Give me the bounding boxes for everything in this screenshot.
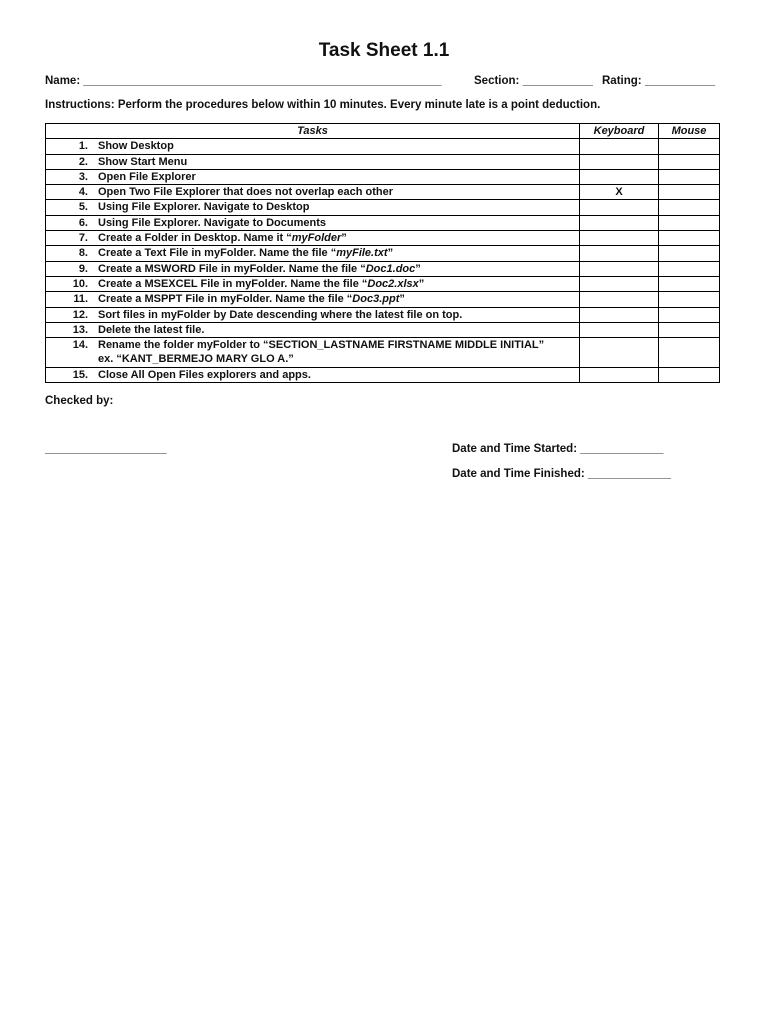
task-text-part: Sort files in myFolder by Date descending where the latest file on top. bbox=[98, 308, 463, 321]
mouse-cell[interactable] bbox=[659, 261, 720, 276]
task-text-part: Create a Folder in Desktop. Name it “ bbox=[98, 232, 292, 245]
task-cell bbox=[46, 276, 580, 291]
task-text bbox=[98, 200, 310, 214]
table-row bbox=[46, 276, 720, 291]
mouse-cell[interactable] bbox=[659, 231, 720, 246]
task-text bbox=[98, 368, 311, 382]
header-keyboard: Keyboard bbox=[580, 124, 659, 139]
task-number: 12. bbox=[72, 308, 88, 321]
task-number: 15. bbox=[72, 368, 88, 381]
task-text bbox=[98, 338, 544, 367]
table-row bbox=[46, 307, 720, 322]
mouse-cell[interactable] bbox=[659, 307, 720, 322]
task-text bbox=[98, 216, 326, 230]
task-text-part: Doc3.ppt bbox=[352, 293, 400, 306]
task-cell bbox=[46, 215, 580, 230]
task-text bbox=[98, 231, 347, 245]
task-cell bbox=[46, 139, 580, 154]
rating-label: Rating: bbox=[602, 75, 642, 87]
date-time-finished-field[interactable] bbox=[452, 468, 671, 480]
header-tasks: Tasks bbox=[46, 124, 580, 139]
name-field[interactable] bbox=[45, 75, 442, 87]
task-text-part: ” bbox=[341, 232, 347, 245]
task-cell bbox=[46, 367, 580, 382]
task-text bbox=[98, 170, 196, 184]
mouse-cell[interactable] bbox=[659, 246, 720, 261]
task-text-part: Create a MSPPT File in myFolder. Name the file “ bbox=[98, 293, 353, 306]
keyboard-cell[interactable] bbox=[580, 367, 659, 382]
table-row bbox=[46, 169, 720, 184]
keyboard-cell[interactable] bbox=[580, 322, 659, 337]
keyboard-cell[interactable] bbox=[580, 200, 659, 215]
task-number: 1. bbox=[78, 140, 88, 153]
task-text bbox=[98, 323, 204, 337]
table-row bbox=[46, 139, 720, 154]
keyboard-cell[interactable] bbox=[580, 139, 659, 154]
checked-by-label: Checked by: bbox=[45, 395, 114, 407]
page-title: Task Sheet 1.1 bbox=[318, 40, 450, 61]
task-cell bbox=[46, 307, 580, 322]
task-text-part: Doc1.doc bbox=[365, 262, 416, 275]
mouse-cell[interactable] bbox=[659, 292, 720, 307]
task-text-part: Create a Text File in myFolder. Name the file “ bbox=[98, 247, 337, 260]
finished-blank: _____________ bbox=[587, 468, 672, 480]
task-number: 11. bbox=[73, 293, 88, 306]
table-row bbox=[46, 367, 720, 382]
table-row bbox=[46, 292, 720, 307]
finished-label: Date and Time Finished: bbox=[452, 468, 585, 480]
task-text-part: Create a MSEXCEL File in myFolder. Name the file “ bbox=[98, 277, 368, 290]
mouse-cell[interactable] bbox=[659, 185, 720, 200]
signature-line[interactable]: ___________________ bbox=[45, 443, 167, 455]
name-label: Name: bbox=[45, 75, 81, 87]
task-text-part: myFolder bbox=[291, 232, 342, 245]
task-number: 9. bbox=[78, 262, 88, 275]
keyboard-cell[interactable] bbox=[580, 154, 659, 169]
task-text-part: ex. “KANT_BERMEJO MARY GLO A.” bbox=[98, 353, 294, 366]
task-text-part: Show Start Menu bbox=[98, 155, 188, 168]
task-text-part: Using File Explorer. Navigate to Documents bbox=[98, 216, 326, 229]
table-row bbox=[46, 322, 720, 337]
task-cell bbox=[46, 292, 580, 307]
task-number: 7. bbox=[78, 232, 88, 245]
task-number: 5. bbox=[78, 201, 88, 214]
mouse-cell[interactable] bbox=[659, 139, 720, 154]
mouse-cell[interactable] bbox=[659, 169, 720, 184]
keyboard-cell[interactable] bbox=[580, 246, 659, 261]
task-cell bbox=[46, 246, 580, 261]
task-cell bbox=[46, 169, 580, 184]
table-row bbox=[46, 231, 720, 246]
date-time-started-field[interactable] bbox=[452, 443, 663, 455]
task-cell bbox=[46, 338, 580, 368]
task-text-part: Close All Open Files explorers and apps. bbox=[98, 368, 311, 381]
keyboard-cell[interactable] bbox=[580, 169, 659, 184]
name-blank: ________________________________________________________ bbox=[83, 75, 442, 87]
task-text-part: ” bbox=[418, 277, 425, 290]
task-number: 2. bbox=[78, 155, 88, 168]
task-text bbox=[98, 308, 462, 322]
keyboard-cell[interactable] bbox=[580, 307, 659, 322]
task-cell bbox=[46, 231, 580, 246]
table-row bbox=[46, 215, 720, 230]
task-text-part: ” bbox=[415, 262, 421, 275]
started-label: Date and Time Started: bbox=[452, 443, 578, 455]
tasks-table-body bbox=[46, 139, 720, 383]
table-row bbox=[46, 154, 720, 169]
table-row bbox=[46, 338, 720, 368]
table-row bbox=[46, 246, 720, 261]
task-cell bbox=[46, 154, 580, 169]
keyboard-cell[interactable] bbox=[580, 276, 659, 291]
task-text-part: Open Two File Explorer that does not overlap each other bbox=[98, 186, 394, 199]
task-text-part: Using File Explorer. Navigate to Desktop bbox=[98, 201, 310, 214]
task-number: 3. bbox=[78, 170, 88, 183]
task-cell bbox=[46, 200, 580, 215]
keyboard-cell[interactable] bbox=[580, 261, 659, 276]
rating-blank: ___________ bbox=[644, 75, 716, 87]
task-cell bbox=[46, 185, 580, 200]
keyboard-cell[interactable] bbox=[580, 231, 659, 246]
task-cell bbox=[46, 261, 580, 276]
section-field[interactable] bbox=[474, 75, 593, 87]
table-header-row bbox=[46, 124, 720, 139]
task-text-part: Doc2.xlsx bbox=[367, 277, 419, 290]
task-number: 8. bbox=[78, 247, 88, 260]
mouse-cell[interactable] bbox=[659, 276, 720, 291]
task-text-part: Show Desktop bbox=[98, 140, 174, 153]
task-text-part: myFile.txt bbox=[336, 247, 388, 260]
started-blank: _____________ bbox=[580, 443, 664, 455]
task-text bbox=[98, 139, 174, 153]
task-text bbox=[98, 185, 393, 199]
task-text-part: ” bbox=[399, 293, 405, 306]
section-blank: ___________ bbox=[522, 75, 593, 87]
rating-field[interactable] bbox=[602, 75, 715, 87]
mouse-cell[interactable] bbox=[659, 322, 720, 337]
task-text bbox=[98, 262, 421, 276]
task-text bbox=[98, 292, 405, 306]
keyboard-cell[interactable] bbox=[580, 215, 659, 230]
keyboard-cell[interactable]: X bbox=[580, 185, 659, 200]
mouse-cell[interactable] bbox=[659, 154, 720, 169]
task-text bbox=[98, 277, 424, 291]
task-text-part: ” bbox=[387, 247, 394, 260]
task-number: 10. bbox=[72, 277, 88, 290]
keyboard-cell[interactable] bbox=[580, 292, 659, 307]
task-text-part: Create a MSWORD File in myFolder. Name the file “ bbox=[98, 262, 366, 275]
task-text bbox=[98, 155, 187, 169]
mouse-cell[interactable] bbox=[659, 338, 720, 368]
instructions-text: Instructions: Perform the procedures below within 10 minutes. Every minute late is a point deduction. bbox=[45, 99, 601, 111]
task-number: 6. bbox=[78, 216, 88, 229]
mouse-cell[interactable] bbox=[659, 200, 720, 215]
task-text bbox=[98, 246, 393, 260]
section-label: Section: bbox=[474, 75, 520, 87]
task-number: 13. bbox=[72, 323, 88, 336]
table-row bbox=[46, 200, 720, 215]
keyboard-cell[interactable] bbox=[580, 338, 659, 368]
mouse-cell[interactable] bbox=[659, 367, 720, 382]
task-number: 14. bbox=[72, 339, 88, 352]
tasks-table bbox=[45, 123, 720, 383]
task-text-part: Open File Explorer bbox=[98, 170, 196, 183]
mouse-cell[interactable] bbox=[659, 215, 720, 230]
task-number: 4. bbox=[78, 186, 88, 199]
header-mouse: Mouse bbox=[659, 124, 720, 139]
task-text-part: Rename the folder myFolder to “SECTION_LASTNAME FIRSTNAME MIDDLE INITIAL” bbox=[98, 339, 545, 352]
table-row bbox=[46, 261, 720, 276]
table-row bbox=[46, 185, 720, 200]
task-text-part: Delete the latest file. bbox=[98, 323, 205, 336]
task-cell bbox=[46, 322, 580, 337]
